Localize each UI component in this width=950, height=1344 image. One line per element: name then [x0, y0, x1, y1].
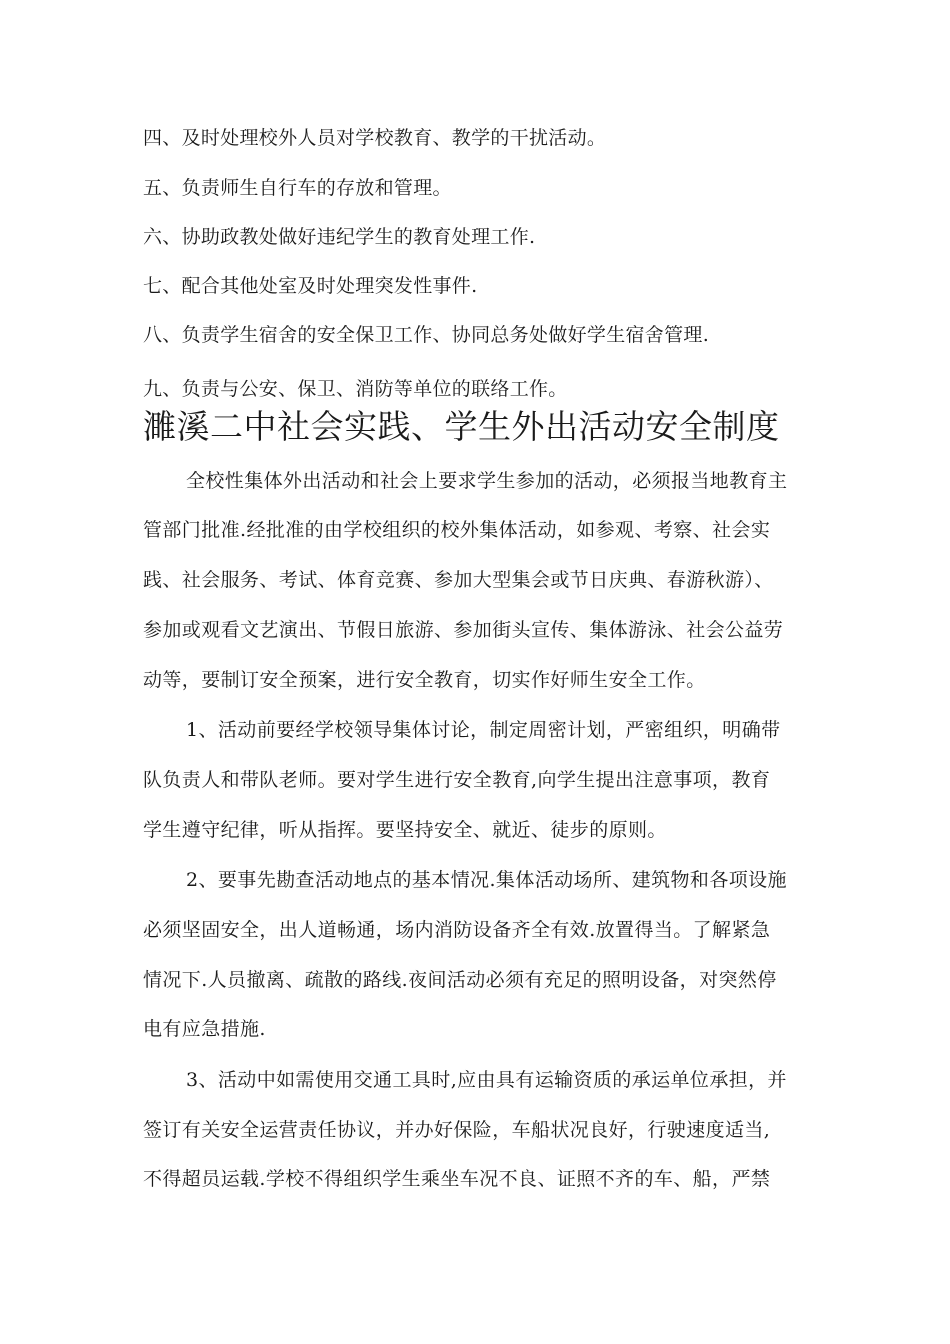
paragraph-line: 1、活动前要经学校领导集体讨论，制定周密计划，严密组织，明确带 [186, 719, 781, 741]
paragraph-line: 全校性集体外出活动和社会上要求学生参加的活动，必须报当地教育主 [186, 470, 788, 492]
duty-item-9: 九、负责与公安、保卫、消防等单位的联络工作。 [143, 378, 568, 400]
duty-item-4: 四、及时处理校外人员对学校教育、教学的干扰活动。 [143, 127, 607, 149]
section-title: 濉溪二中社会实践、学生外出活动安全制度 [143, 407, 780, 446]
paragraph-line: 动等，要制订安全预案，进行安全教育，切实作好师生安全工作。 [143, 669, 706, 691]
duty-item-8: 八、负责学生宿舍的安全保卫工作、协同总务处做好学生宿舍管理. [143, 324, 710, 346]
paragraph-line: 3、活动中如需使用交通工具时,应由具有运输资质的承运单位承担，并 [186, 1069, 787, 1091]
paragraph-line: 学生遵守纪律，听从指挥。要坚持安全、就近、徒步的原则。 [143, 819, 667, 841]
paragraph-line: 必须坚固安全，出人道畅通，场内消防设备齐全有效.放置得当。了解紧急 [143, 919, 771, 941]
paragraph-line: 管部门批准.经批准的由学校组织的校外集体活动，如参观、考察、社会实 [143, 519, 771, 541]
duty-item-6: 六、协助政教处做好违纪学生的教育处理工作. [143, 226, 536, 248]
duty-item-5: 五、负责师生自行车的存放和管理。 [143, 177, 452, 199]
paragraph-line: 参加或观看文艺演出、节假日旅游、参加街头宣传、集体游泳、社会公益劳 [143, 619, 784, 641]
paragraph-line: 电有应急措施. [143, 1018, 266, 1040]
paragraph-line: 不得超员运载.学校不得组织学生乘坐车况不良、证照不齐的车、船，严禁 [143, 1168, 771, 1190]
duty-item-7: 七、配合其他处室及时处理突发性事件. [143, 275, 478, 297]
paragraph-line: 签订有关安全运营责任协议，并办好保险，车船状况良好，行驶速度适当, [143, 1119, 771, 1141]
paragraph-line: 情况下.人员撤离、疏散的路线.夜间活动必须有充足的照明设备，对突然停 [143, 969, 777, 991]
paragraph-line: 2、要事先勘查活动地点的基本情况.集体活动场所、建筑物和各项设施 [186, 869, 787, 891]
paragraph-line: 队负责人和带队老师。要对学生进行安全教育,向学生提出注意事项，教育 [143, 769, 771, 791]
paragraph-line: 践、社会服务、考试、体育竞赛、参加大型集会或节日庆典、春游秋游）、 [143, 569, 774, 591]
